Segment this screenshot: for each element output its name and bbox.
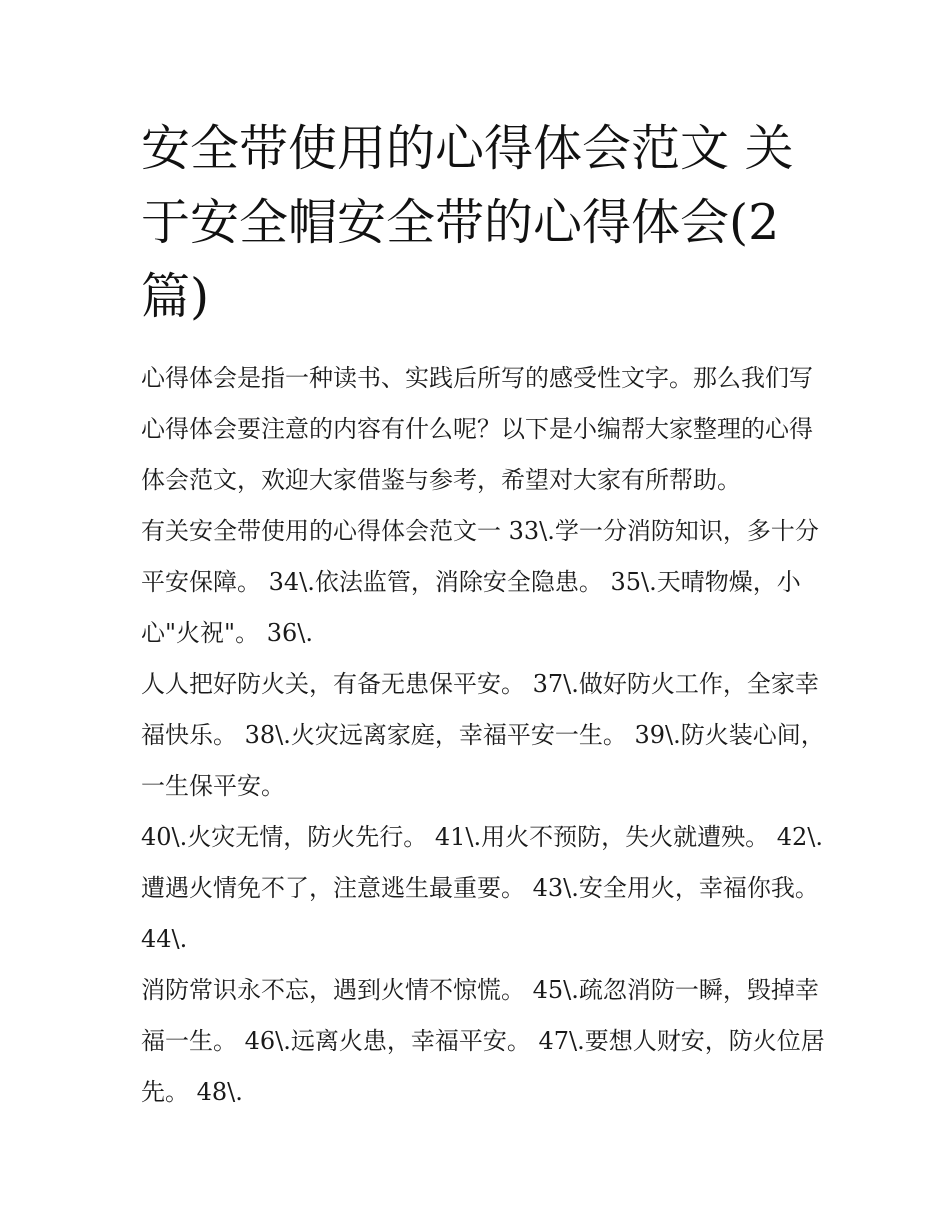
paragraph-intro: 心得体会是指一种读书、实践后所写的感受性文字。那么我们写心得体会要注意的内容有什么呢？以下是小编帮大家整理的心得体会范文，欢迎大家借鉴与参考，希望对大家有所帮助。 bbox=[141, 364, 813, 494]
paragraph-3: 40\.火灾无情，防火先行。 41\.用火不预防，失火就遭殃。 42\.遭遇火情免不了，注意逃生最重要。 43\.安全用火，幸福你我。 44\. bbox=[141, 823, 824, 953]
document-body bbox=[141, 353, 831, 1118]
paragraph-2: 人人把好防火关，有备无患保平安。 37\.做好防火工作，全家幸福快乐。 38\.火灾远离家庭，幸福平安一生。 39\.防火装心间，一生保平安。 bbox=[141, 670, 825, 800]
paragraph-1: 有关安全带使用的心得体会范文一 33\.学一分消防知识，多十分平安保障。 34\.依法监管，消除安全隐患。 35\.天晴物燥，小心"火祝"。 36\. bbox=[141, 517, 819, 647]
paragraph-4: 消防常识永不忘，遇到火情不惊慌。 45\.疏忽消防一瞬，毁掉幸福一生。 46\.远离火患，幸福平安。 47\.要想人财安，防火位居先。 48\. bbox=[141, 976, 825, 1106]
document-title: 安全带使用的心得体会范文 关于安全帽安全带的心得体会(2篇) bbox=[141, 120, 794, 325]
